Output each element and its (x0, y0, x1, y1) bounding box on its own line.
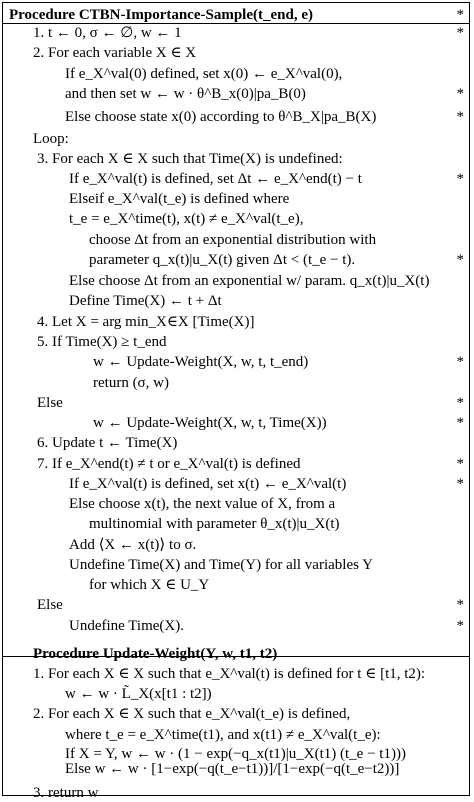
algorithm-line: Else choose Δt from an exponential w/ param. q_x(t)|u_X(t) (69, 273, 430, 289)
algorithm-line: 1. For each X ∈ X such that e_X^val(t) is defined for t ∈ [t1, t2): (33, 666, 426, 682)
algorithm-line: choose Δt from an exponential distribution with (89, 232, 377, 248)
step-marker-asterisk: * (456, 252, 464, 268)
algorithm-line: Elseif e_X^val(t_e) is defined where (69, 191, 290, 207)
algorithm-line: parameter q_x(t)|u_X(t) given Δt < (t_e − t). (89, 252, 356, 268)
algorithm-line: 1. t ← 0, σ ← ∅, w ← 1 (33, 25, 182, 41)
step-marker-asterisk: * (456, 86, 464, 102)
step-marker-asterisk: * (456, 109, 464, 125)
algorithm-line: If e_X^val(0) defined, set x(0) ← e_X^val(0), (65, 66, 343, 82)
algorithm-line: 7. If e_X^end(t) ≠ t or e_X^val(t) is defined (37, 456, 301, 472)
algorithm-line: Undefine Time(X) and Time(Y) for all variables Y (69, 557, 373, 573)
algorithm-line: Else (37, 395, 63, 411)
step-marker-asterisk: * (456, 25, 464, 41)
algorithm-line: If e_X^val(t) is defined, set Δt ← e_X^end(t) − t (69, 171, 362, 187)
step-marker-asterisk: * (456, 7, 464, 23)
algorithm-line: Else (37, 597, 63, 613)
algorithm-line: Else w ← w · [1−exp(−q(t_e−t1))]/[1−exp(−q(t_e−t2))] (65, 761, 400, 777)
algorithm-line: If X = Y, w ← w · (1 − exp(−q_x(t1)|u_X(t1) (t_e − t1))) (65, 746, 406, 762)
algorithm-box (2, 2, 470, 801)
step-marker-asterisk: * (456, 476, 464, 492)
step-marker-asterisk: * (456, 171, 464, 187)
algorithm-line: multinomial with parameter θ_x(t)|u_X(t) (89, 516, 340, 532)
algorithm-line: Procedure CTBN-Importance-Sample(t_end, e) (9, 7, 313, 23)
algorithm-line: 2. For each X ∈ X such that e_X^val(t_e) is defined, (33, 706, 351, 722)
algorithm-line: return (σ, w) (93, 375, 169, 391)
algorithm-line: 4. Let X = arg min_X∈X [Time(X)] (37, 314, 255, 330)
algorithm-line: 3. For each X ∈ X such that Time(X) is undefined: (37, 151, 343, 167)
algorithm-line: Define Time(X) ← t + Δt (69, 293, 222, 309)
algorithm-line: Undefine Time(X). (69, 618, 184, 634)
step-marker-asterisk: * (456, 597, 464, 613)
algorithm-line: w ← Update-Weight(X, w, t, Time(X)) (93, 415, 327, 431)
algorithm-line: Else choose x(t), the next value of X, from a (69, 496, 336, 512)
step-marker-asterisk: * (456, 354, 464, 370)
algorithm-line: 5. If Time(X) ≥ t_end (37, 334, 167, 350)
algorithm-line: for which X ∈ U_Y (89, 577, 210, 593)
algorithm-line: 6. Update t ← Time(X) (37, 435, 178, 451)
algorithm-line: t_e = e_X^time(t), x(t) ≠ e_X^val(t_e), (69, 211, 304, 227)
algorithm-line: Loop: (33, 131, 69, 147)
algorithm-line: 3. return w (33, 785, 99, 801)
step-marker-asterisk: * (456, 395, 464, 411)
step-marker-asterisk: * (456, 456, 464, 472)
algorithm-line: If e_X^val(t) is defined, set x(t) ← e_X^val(t) (69, 476, 347, 492)
algorithm-line: Add ⟨X ← x(t)⟩ to σ. (69, 537, 197, 553)
algorithm-line: and then set w ← w · θ^B_x(0)|pa_B(0) (65, 86, 306, 102)
algorithm-line: Else choose state x(0) according to θ^B_X|pa_B(X) (65, 109, 377, 125)
step-marker-asterisk: * (456, 618, 464, 634)
algorithm-line: 2. For each variable X ∈ X (33, 45, 197, 61)
algorithm-line: w ← w · L̃_X(x[t1 : t2]) (65, 686, 212, 702)
algorithm-line: where t_e = e_X^time(t1), and x(t1) ≠ e_X^val(t_e): (65, 727, 381, 743)
algorithm-line: w ← Update-Weight(X, w, t, t_end) (93, 354, 309, 370)
step-marker-asterisk: * (456, 415, 464, 431)
algorithm-line: Procedure Update-Weight(Y, w, t1, t2) (33, 646, 278, 662)
